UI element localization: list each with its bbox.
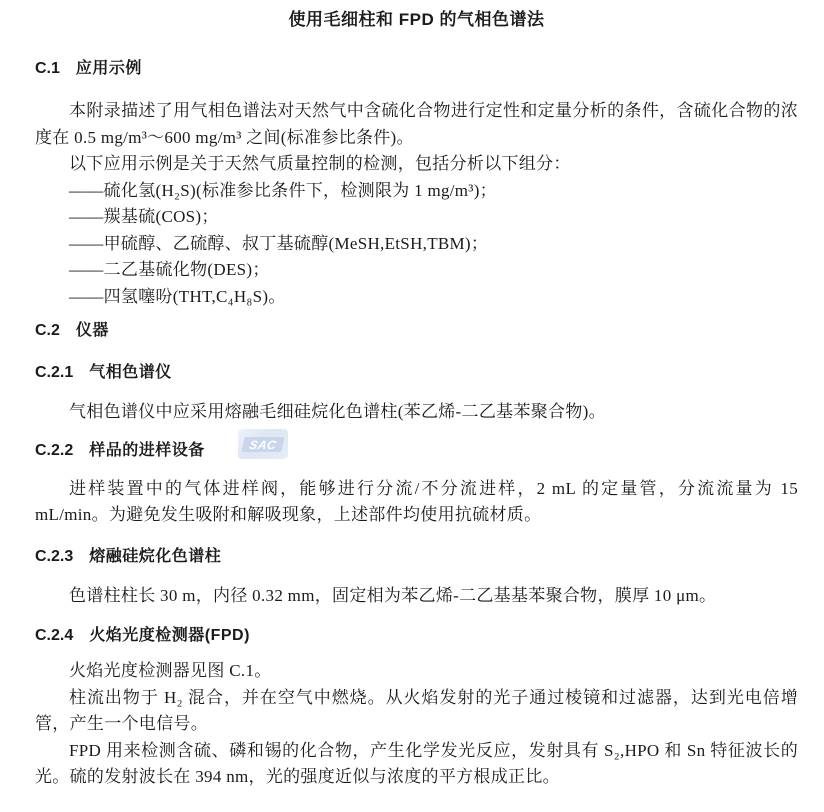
list-item-mercaptans: ——甲硫醇、乙硫醇、叔丁基硫醇(MeSH,EtSH,TBM)；: [69, 233, 489, 253]
paragraph-column-specs: 色谱柱柱长 30 m，内径 0.32 mm，固定相为苯乙烯-二乙基基苯聚合物，膜厚 10 μm。: [69, 585, 717, 605]
paragraph-gc-column: 气相色谱仪中应采用熔融毛细硅烷化色谱柱(苯乙烯-二乙基苯聚合物)。: [69, 402, 606, 421]
paragraph-injection-device: 进样装置中的气体进样阀，能够进行分流/不分流进样，2 mL 的定量管，分流流量为 15 mL/min。为避免发生吸附和解吸现象，上述部件均使用抗硫材质。: [35, 478, 798, 524]
paragraph-fpd-figure-ref: 火焰光度检测器见图 C.1。: [69, 661, 272, 680]
section-heading-c1: [35, 58, 798, 80]
heading-label: 火焰光度检测器(FPD): [89, 627, 250, 644]
paragraph-fpd-principle: 柱流出物于 H₂ 混合，并在空气中燃烧。从火焰发射的光子通过棱镜和过滤器，达到光电倍增管，产生一个电信号。: [35, 687, 798, 733]
list-item-tht: ——四氢噻吩(THT,C₄H₈S)。: [69, 286, 286, 306]
paragraph-fpd-detection: FPD 用来检测含硫、磷和锡的化合物，产生化学发光反应，发射具有 S₂,HPO 和 Sn 特征波长的光。硫的发射波长在 394 nm，光的强度近似与浓度的平方根成正比。: [35, 740, 798, 786]
heading-number: C.1: [35, 60, 60, 77]
list-item-h2s: ——硫化氢(H₂S)(标准参比条件下，检测限为 1 mg/m³)；: [69, 180, 497, 200]
list-item-cos: ——羰基硫(COS)；: [69, 207, 219, 226]
section-heading-c21: [35, 362, 798, 384]
section-heading-c24: [35, 625, 798, 647]
section-heading-c22: [35, 437, 798, 462]
heading-label: 气相色谱仪: [89, 364, 172, 381]
heading-number: C.2.4: [35, 627, 74, 644]
heading-label: 应用示例: [75, 60, 142, 77]
heading-label: 样品的进样设备: [89, 441, 205, 459]
component-list: [35, 178, 798, 311]
heading-label: 仪器: [75, 322, 109, 339]
heading-number: C.2.3: [35, 547, 74, 565]
list-item-des: ——二乙基硫化物(DES)；: [69, 260, 270, 279]
heading-number: C.2: [35, 322, 60, 339]
document-page: [0, 8, 824, 812]
section-heading-c2: [35, 320, 798, 342]
sac-watermark-text: SAC: [248, 437, 278, 451]
section-heading-c23: [35, 546, 798, 568]
heading-number: C.2.2: [35, 441, 74, 459]
paragraph-scope-description: 本附录描述了用气相色谱法对天然气中含硫化合物进行定性和定量分析的条件，含硫化合物的浓度在 0.5 mg/m³～600 mg/m³ 之间(标准参比条件)。: [35, 101, 798, 147]
document-title: 使用毛细柱和 FPD 的气相色谱法: [288, 10, 545, 29]
heading-number: C.2.1: [35, 364, 74, 381]
paragraph-components-intro: 以下应用示例是关于天然气质量控制的检测，包括分析以下组分：: [69, 154, 571, 173]
heading-label: 熔融硅烷化色谱柱: [89, 547, 222, 565]
